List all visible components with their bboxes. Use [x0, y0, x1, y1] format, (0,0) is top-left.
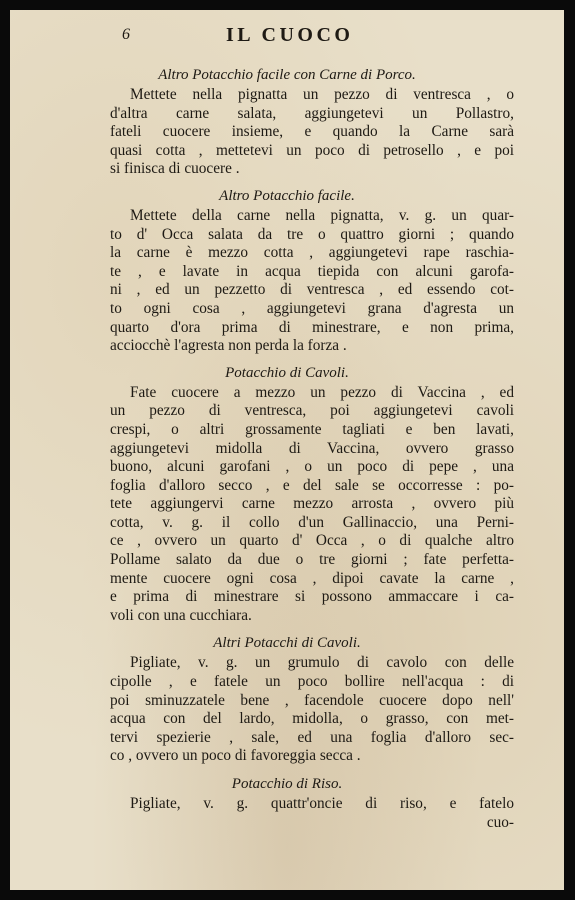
text-line: acciocchè l'agresta non perda la forza .	[110, 337, 347, 355]
text-line: d'altra carne salata, aggiungetevi un Pollastro,	[110, 104, 514, 122]
text-line: Pigliate, v. g. un grumulo di cavolo con delle	[130, 654, 514, 672]
recipe-section	[10, 773, 564, 832]
text-line: foglia d'alloro secco , e del sale se occorresse : po-	[110, 476, 514, 494]
recipe-title: Altro Potacchio facile.	[219, 187, 355, 204]
text-line: fateli cuocere insieme, e quando la Carne sarà	[110, 123, 514, 141]
page-header	[10, 24, 564, 52]
text-line: tervi spezierie , sale, ed una foglia d'alloro sec-	[110, 728, 514, 746]
recipe-title: Altri Potacchi di Cavoli.	[213, 635, 361, 652]
text-line: acqua con del lardo, midolla, o grasso, con met-	[110, 710, 514, 728]
text-line: to ogni cosa , aggiungetevi grana d'agresta un	[110, 299, 514, 317]
text-line: ni , ed un pezzetto di ventresca , ed essendo cot-	[110, 281, 514, 299]
page-number: 6	[122, 26, 130, 43]
text-line: co , ovvero un poco di favoreggia secca .	[110, 747, 361, 765]
text-line: aggiungetevi midolla di Vaccina, ovvero grasso	[110, 439, 514, 457]
text-line: ce , ovvero un quarto d' Occa , o di qualche altro	[110, 532, 514, 550]
text-line: tete aggiungervi carne mezzo arrosta , ovvero più	[110, 495, 514, 513]
recipe-section	[10, 362, 564, 626]
text-line: Pollame salato da due o tre giorni ; fate perfetta-	[110, 551, 514, 569]
book-page	[10, 10, 564, 890]
recipe-body	[110, 384, 514, 626]
running-title: IL CUOCO	[226, 24, 354, 46]
text-line: buono, alcuni garofani , o un poco di pepe , una	[110, 458, 514, 476]
text-line: Pigliate, v. g. quattr'oncie di riso, e fatelo	[130, 795, 514, 812]
text-line: to d' Occa salata da tre o quattro giorni ; quando	[110, 225, 514, 243]
recipe-title: Altro Potacchio facile con Carne di Porco.	[158, 67, 416, 83]
recipe-section	[10, 64, 564, 179]
text-line: mente cuocere ogni cosa , dipoi cavate la carne ,	[110, 569, 514, 587]
text-line: si finisca di cuocere .	[110, 160, 240, 178]
text-line: cotta, v. g. il collo d'un Gallinaccio, una Perni-	[110, 513, 514, 531]
recipe-body	[110, 795, 514, 832]
recipe-title: Potacchio di Riso.	[231, 776, 343, 792]
recipe-body	[110, 654, 514, 766]
recipe-title: Potacchio di Cavoli.	[225, 364, 349, 381]
text-line: voli con una cucchiara.	[110, 606, 252, 624]
text-line: crespi, o altri grossamente tagliati e ben lavati,	[110, 420, 514, 438]
text-line: e prima di minestrare si possono ammaccare i ca-	[110, 588, 514, 606]
text-line: Mettete della carne nella pignatta, v. g. un quar-	[130, 206, 514, 224]
recipe-section	[10, 185, 564, 356]
text-line: un pezzo di ventresca, poi aggiungetevi cavoli	[110, 402, 514, 420]
text-line: quarto d'ora prima di minestrare, e non prima,	[110, 318, 514, 336]
text-line: quasi cotta , mettetevi un poco di petrosello , e poi	[110, 141, 514, 159]
text-line: cipolle , e fatele un poco bollire nell'acqua : di	[110, 673, 514, 691]
text-line: la carne è mezzo cotta , aggiungetevi rape raschia-	[110, 244, 514, 262]
recipe-section	[10, 632, 564, 766]
text-line: Fate cuocere a mezzo un pezzo di Vaccina , ed	[130, 383, 514, 401]
text-line: Mettete nella pignatta un pezzo di ventresca , o	[130, 86, 514, 103]
text-line: te , e lavate in acqua tiepida con alcuni garofa-	[110, 262, 514, 280]
catchword: cuo-	[486, 813, 514, 831]
page-content	[10, 60, 564, 832]
text-line: poi sminuzzatele bene , facendole cuocere dopo nell'	[110, 691, 514, 709]
recipe-body	[110, 207, 514, 356]
recipe-body	[110, 86, 514, 179]
